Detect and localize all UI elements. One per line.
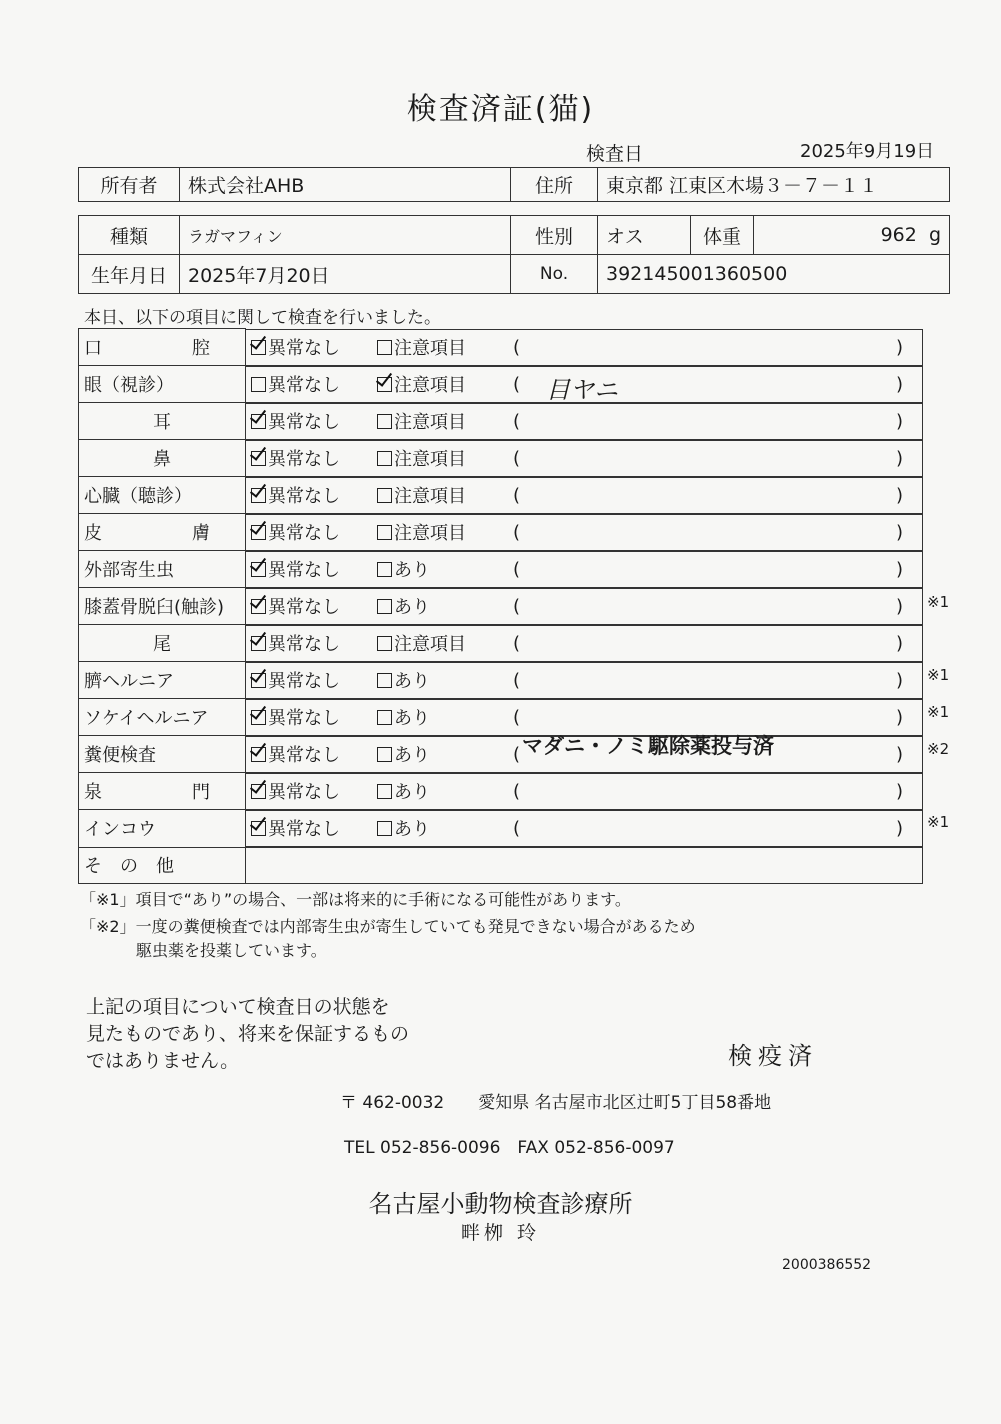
inspection-item-name [79, 810, 246, 848]
checkbox-box-icon [251, 599, 266, 614]
checkbox-label: 注意項目 [394, 523, 466, 544]
inspection-row [79, 810, 923, 848]
checkbox-box-icon [251, 525, 266, 540]
close-paren: ) [895, 558, 903, 580]
breed-value: ラガマフィン [180, 216, 511, 255]
checkbox-label: 異常なし [268, 449, 340, 470]
other-notes-field [246, 847, 923, 883]
open-paren: ( [513, 336, 521, 358]
checkbox-label: 異常なし [268, 560, 340, 581]
checkbox-box-icon [251, 673, 266, 688]
no-abnormality-checkbox[interactable] [251, 667, 377, 693]
no-abnormality-checkbox[interactable] [251, 815, 377, 841]
inspection-table [78, 328, 923, 884]
checkbox-box-icon [377, 710, 392, 725]
clinic-phone-fax: TEL 052-856-0096 FAX 052-856-0097 [344, 1138, 675, 1158]
inspection-item-name [79, 699, 246, 736]
finding-checkbox[interactable] [377, 741, 507, 767]
checkbox-box-icon [377, 414, 392, 429]
checkbox-label: 注意項目 [394, 449, 466, 470]
item-name-text: 臍ヘルニア [84, 671, 174, 692]
checkbox-label: あり [394, 745, 430, 766]
inspection-options [246, 514, 923, 551]
inspection-options [246, 588, 923, 625]
inspection-item-name [79, 773, 246, 810]
inspection-date-value: 2025年9月19日 [800, 141, 935, 162]
no-abnormality-checkbox[interactable] [251, 408, 377, 434]
clinic-name: 名古屋小動物検査診療所 [368, 1190, 633, 1218]
checkbox-box-icon [377, 340, 392, 355]
checkbox-label: 異常なし [268, 634, 340, 655]
open-paren: ( [513, 558, 521, 580]
checkbox-label: 異常なし [268, 597, 340, 618]
finding-checkbox[interactable] [377, 445, 507, 471]
checkbox-box-icon [251, 636, 266, 651]
inspection-row [79, 699, 923, 736]
item-name-text: 泉 門 [84, 782, 210, 803]
inspection-options [246, 551, 923, 588]
item-name-text: 皮 膚 [84, 523, 210, 544]
inspection-row [79, 773, 923, 810]
footnote-marker: ※2 [927, 739, 950, 758]
item-name-text: 膝蓋骨脱臼(触診) [84, 597, 225, 618]
inspection-options [246, 810, 923, 847]
serial-number: 2000386552 [782, 1257, 872, 1273]
inspection-options [246, 440, 923, 477]
address-label: 住所 [511, 168, 598, 202]
inspection-row [79, 403, 923, 440]
no-abnormality-checkbox[interactable] [251, 704, 377, 730]
inspection-item-name [79, 551, 246, 588]
item-name-text: 眼（視診） [84, 375, 174, 396]
checkbox-box-icon [377, 636, 392, 651]
checkbox-label: 注意項目 [394, 375, 466, 396]
checkbox-label: 異常なし [268, 708, 340, 729]
checkbox-label: 異常なし [268, 523, 340, 544]
open-paren: ( [513, 410, 521, 432]
other-label-text: そ の 他 [84, 856, 174, 877]
document-title: 検査済証(猫) [406, 92, 595, 127]
sex-label: 性別 [511, 216, 598, 255]
item-name-text: 心臓（聴診） [84, 486, 192, 507]
disclaimer-line: 見たものであり、将来を保証するもの [86, 1023, 410, 1045]
number-value: 392145001360500 [598, 255, 950, 294]
open-paren: ( [513, 632, 521, 654]
no-abnormality-checkbox[interactable] [251, 741, 377, 767]
finding-checkbox[interactable] [377, 408, 507, 434]
checkbox-label: 異常なし [268, 782, 340, 803]
checkbox-box-icon [377, 599, 392, 614]
finding-checkbox[interactable] [377, 334, 507, 360]
open-paren: ( [513, 484, 521, 506]
checkbox-label: 異常なし [268, 412, 340, 433]
inspection-options [246, 329, 923, 366]
checkbox-box-icon [377, 525, 392, 540]
checkbox-box-icon [251, 451, 266, 466]
owner-table [78, 167, 950, 202]
checkbox-box-icon [251, 340, 266, 355]
finding-checkbox[interactable] [377, 482, 507, 508]
finding-checkbox[interactable] [377, 704, 507, 730]
inspection-row [79, 514, 923, 551]
open-paren: ( [513, 595, 521, 617]
open-paren: ( [513, 669, 521, 691]
close-paren: ) [895, 669, 903, 691]
checkbox-box-icon [251, 784, 266, 799]
close-paren: ) [895, 706, 903, 728]
checkbox-box-icon [251, 710, 266, 725]
checkbox-label: あり [394, 708, 430, 729]
inspection-row [79, 329, 923, 366]
checkbox-box-icon [251, 414, 266, 429]
item-name-text: 鼻 [153, 449, 171, 470]
checkbox-box-icon [251, 562, 266, 577]
note-field [513, 485, 903, 506]
disclaimer-statement [86, 994, 409, 1075]
item-name-text: 糞便検査 [84, 745, 156, 766]
open-paren: ( [513, 780, 521, 802]
intro-text: 本日、以下の項目に関して検査を行いました。 [84, 308, 441, 328]
no-abnormality-checkbox[interactable] [251, 519, 377, 545]
inspection-item-name [79, 625, 246, 662]
checkbox-box-icon [377, 747, 392, 762]
checkbox-label: 異常なし [268, 338, 340, 359]
checkbox-label: 注意項目 [394, 634, 466, 655]
checkbox-box-icon [377, 451, 392, 466]
footnote-2-continued: 駆虫薬を投薬しています。 [136, 941, 327, 960]
note-field [513, 818, 903, 839]
tick-treatment-stamp: マダニ・ノミ駆除薬投与済 [522, 734, 774, 758]
inspection-item-name [79, 329, 246, 366]
quarantine-stamp: 検疫済 [728, 1042, 818, 1070]
inspection-row [79, 366, 923, 403]
weight-label: 体重 [691, 216, 754, 255]
close-paren: ) [895, 632, 903, 654]
finding-checkbox[interactable] [377, 593, 507, 619]
close-paren: ) [895, 595, 903, 617]
close-paren: ) [895, 373, 903, 395]
checkbox-box-icon [251, 747, 266, 762]
disclaimer-line: 上記の項目について検査日の状態を [86, 996, 390, 1018]
no-abnormality-checkbox[interactable] [251, 556, 377, 582]
finding-checkbox[interactable] [377, 815, 507, 841]
no-abnormality-checkbox[interactable] [251, 334, 377, 360]
birthdate-value: 2025年7月20日 [180, 255, 511, 294]
close-paren: ) [895, 447, 903, 469]
checkbox-label: あり [394, 597, 430, 618]
note-field [513, 781, 903, 802]
inspection-row [79, 440, 923, 477]
no-abnormality-checkbox[interactable] [251, 482, 377, 508]
no-abnormality-checkbox[interactable] [251, 445, 377, 471]
checkbox-label: 異常なし [268, 819, 340, 840]
inspector-name: 畔栁 玲 [460, 1222, 541, 1244]
checkbox-label: あり [394, 560, 430, 581]
inspection-item-name [79, 366, 246, 403]
inspection-item-name [79, 440, 246, 477]
inspection-item-name [79, 514, 246, 551]
footnote-marker: ※1 [927, 592, 950, 611]
close-paren: ) [895, 484, 903, 506]
note-field [513, 522, 903, 543]
item-name-text: 口 腔 [84, 338, 210, 359]
close-paren: ) [895, 521, 903, 543]
checkbox-label: 注意項目 [394, 486, 466, 507]
owner-label: 所有者 [79, 168, 180, 202]
animal-table [78, 215, 950, 294]
owner-value: 株式会社AHB [180, 168, 511, 202]
birthdate-label: 生年月日 [79, 255, 180, 294]
footnote-1: 「※1」項目で“あり”の場合、一部は将来的に手術になる可能性があります。 [80, 890, 631, 909]
no-abnormality-checkbox[interactable] [251, 593, 377, 619]
finding-checkbox[interactable] [377, 667, 507, 693]
note-field [513, 707, 903, 728]
finding-checkbox[interactable] [377, 630, 507, 656]
open-paren: ( [513, 743, 521, 765]
open-paren: ( [513, 447, 521, 469]
finding-checkbox[interactable] [377, 778, 507, 804]
checkbox-label: あり [394, 819, 430, 840]
checkbox-label: 異常なし [268, 745, 340, 766]
item-name-text: 耳 [153, 412, 171, 433]
checkbox-box-icon [251, 488, 266, 503]
note-field [513, 448, 903, 469]
inspection-item-name [79, 736, 246, 773]
footnote-2: 「※2」一度の糞便検査では内部寄生虫が寄生していても発見できない場合があるため [80, 917, 696, 936]
open-paren: ( [513, 706, 521, 728]
no-abnormality-checkbox[interactable] [251, 371, 377, 397]
clinic-address: 〒 462-0032 愛知県 名古屋市北区辻町5丁目58番地 [340, 1093, 772, 1113]
note-field [513, 337, 903, 358]
open-paren: ( [513, 521, 521, 543]
checkbox-box-icon [377, 562, 392, 577]
footnote-marker: ※1 [927, 666, 950, 685]
finding-checkbox[interactable] [377, 519, 507, 545]
footnote-marker: ※1 [927, 703, 950, 721]
close-paren: ) [895, 336, 903, 358]
disclaimer-line: ではありません。 [86, 1050, 240, 1072]
checkbox-label: 異常なし [268, 671, 340, 692]
weight-cell [754, 216, 950, 255]
note-field [513, 670, 903, 691]
checkbox-label: 異常なし [268, 375, 340, 396]
breed-label: 種類 [79, 216, 180, 255]
checkbox-box-icon [251, 377, 266, 392]
inspection-options [246, 477, 923, 514]
open-paren: ( [513, 817, 521, 839]
inspection-item-name [79, 403, 246, 440]
inspection-row [79, 736, 923, 773]
finding-checkbox[interactable] [377, 556, 507, 582]
other-label [79, 847, 246, 883]
item-name-text: インコウ [84, 819, 156, 841]
close-paren: ) [895, 410, 903, 432]
checkbox-box-icon [377, 673, 392, 688]
checkbox-box-icon [377, 821, 392, 836]
note-field [513, 411, 903, 432]
checkbox-box-icon [377, 488, 392, 503]
inspection-row-other [79, 847, 923, 883]
note-field [513, 633, 903, 654]
inspection-row [79, 551, 923, 588]
inspection-row [79, 588, 923, 625]
weight-unit: g [928, 224, 941, 246]
sex-value: オス [598, 216, 691, 255]
close-paren: ) [895, 743, 903, 765]
inspection-date-label: 検査日 [586, 143, 644, 165]
close-paren: ) [895, 780, 903, 802]
finding-checkbox[interactable] [377, 371, 507, 397]
checkbox-label: 注意項目 [394, 412, 466, 433]
item-name-text: 外部寄生虫 [84, 560, 174, 581]
checkbox-label: あり [394, 671, 430, 692]
no-abnormality-checkbox[interactable] [251, 630, 377, 656]
checkbox-label: あり [394, 782, 430, 803]
inspection-item-name [79, 477, 246, 514]
inspection-options [246, 625, 923, 662]
checkbox-label: 異常なし [268, 486, 340, 507]
inspection-row [79, 662, 923, 699]
checkbox-label: 注意項目 [394, 338, 466, 359]
item-name-text: ソケイヘルニア [84, 708, 209, 729]
open-paren: ( [513, 373, 521, 395]
inspection-item-name [79, 588, 246, 625]
eye-handwritten-note: 目ヤニ [546, 376, 618, 404]
no-abnormality-checkbox[interactable] [251, 778, 377, 804]
inspection-options [246, 773, 923, 810]
checkbox-box-icon [377, 784, 392, 799]
inspection-row [79, 625, 923, 662]
note-field [513, 596, 903, 617]
weight-value: 962 [880, 224, 917, 246]
inspection-row [79, 477, 923, 514]
footnote-marker: ※1 [927, 813, 950, 832]
address-value: 東京都 江東区木場３－７－１１ [598, 168, 950, 202]
close-paren: ) [895, 817, 903, 839]
item-name-text: 尾 [153, 634, 171, 655]
checkbox-box-icon [251, 821, 266, 836]
checkbox-box-icon [377, 377, 392, 392]
inspection-options [246, 662, 923, 699]
inspection-item-name [79, 662, 246, 699]
inspection-options [246, 403, 923, 440]
note-field [513, 559, 903, 580]
number-label: No. [511, 255, 598, 294]
